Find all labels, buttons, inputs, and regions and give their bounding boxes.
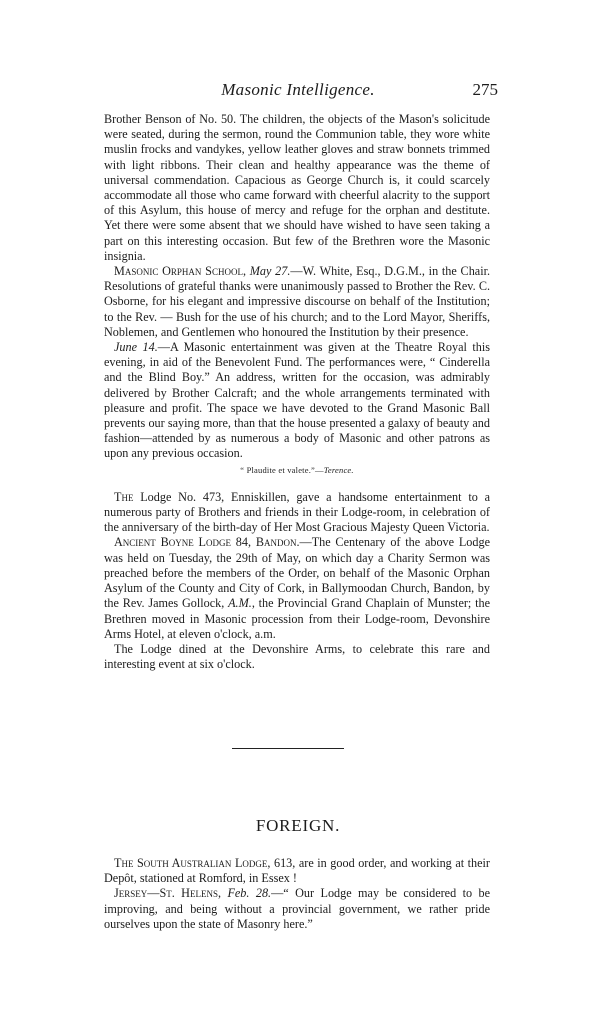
- place-name: St. Helens: [159, 886, 218, 901]
- quote-text: “ Plaudite et valete.”—: [240, 464, 324, 475]
- latin-quotation: [104, 463, 490, 478]
- paragraph-text: —A Masonic entertainment was given at the Theatre Royal this evening, in aid of the Benevolent Fund. The performances were, “ Cinderella and the Blind Boy.” An address, written for the occasion, was admirably delivered by Brother Calcraft; and the whole arrangements terminated with pleasure and profit. The space we have devoted to the Grand Masonic Ball prevents our saying more, than that the house presented a galaxy of beauty and fashion—attended by as numerous a body of Masonic and other patrons as upon any previous occasion.: [104, 340, 490, 461]
- paragraph-theatre: [104, 340, 490, 462]
- page-header: [0, 80, 596, 102]
- paragraph-date: Feb. 28.: [227, 886, 272, 901]
- paragraph-south-australian: [104, 856, 490, 886]
- lodge-number: 84,: [230, 535, 256, 550]
- section-title-foreign: FOREIGN.: [255, 816, 341, 835]
- paragraph-heading: The South Australian Lodge: [114, 856, 268, 870]
- foreign-section-body: [104, 856, 490, 932]
- paragraph-lodge-dinner: The Lodge dined at the Devonshire Arms, to celebrate this rare and interesting event at six o'clock.: [104, 641, 490, 672]
- paragraph-date: May 27.: [249, 264, 291, 279]
- page-number: 275: [472, 80, 498, 99]
- paragraph-orphan-school: [104, 264, 490, 340]
- dash: —: [147, 886, 160, 901]
- quote-author: Terence.: [323, 464, 354, 475]
- paragraph-enniskillen: [104, 490, 490, 536]
- paragraph-orphan-sermon: Brother Benson of No. 50. The children, the objects of the Mason's solicitude were seated, during the sermon, round the Communion table, they wore white muslin frocks and vandykes, yellow leather gloves and straw bonnets trimmed with light ribbons. Their clean and healthy appearance was the theme of universal commendation. Capacious as George Church is, it could scarcely accommodate all those who came forward with cheerful alacrity to the support of this Asylum, this house of mercy and refuge for the orphan and destitute. Yet there were some absent that we should have wished to have seen taking a part on this interesting occasion. But few of the Brethren wore the Masonic insignia.: [104, 112, 490, 263]
- paragraph-text: .—The Centenary of the above Lodge was held on Tuesday, the 29th of May, on which day a Charity Sermon was preached before the members of the Order, on behalf of the Masonic Orphan Asylum of the County and City of Cork, in Ballymoodan Church, Bandon, by the Rev. James Gollock,: [104, 535, 490, 611]
- degree-abbreviation: A.M.: [228, 596, 252, 611]
- section-divider: [232, 748, 344, 749]
- paragraph-date: June 14.: [114, 340, 158, 355]
- paragraph-text: , 613, are in good order, and working at their Depôt, stationed at Romford, in Essex !: [104, 856, 490, 886]
- place-name: Bandon: [255, 535, 297, 550]
- comma: ,: [217, 886, 228, 901]
- paragraph-jersey: [104, 886, 490, 932]
- article-body: [104, 112, 490, 672]
- paragraph-heading: The: [114, 489, 134, 504]
- paragraph-heading: Masonic Orphan School,: [114, 264, 246, 279]
- paragraph-heading: Jersey: [114, 886, 148, 901]
- paragraph-text-continued: , the Provincial Grand Chaplain of Munster; the Brethren moved in Masonic procession from their Lodge-room, Devonshire Arms Hotel, at eleven o'clock, a.m.: [104, 596, 490, 641]
- paragraph-text: Lodge No. 473, Enniskillen, gave a handsome entertainment to a numerous party of Brothers and friends in their Lodge-room, in celebration of the anniversary of the birth-day of Her Most Gracious Majesty Queen Victoria.: [104, 489, 490, 535]
- running-title: Masonic Intelligence.: [221, 80, 375, 99]
- paragraph-bandon: [104, 535, 490, 641]
- paragraph-text: —W. White, Esq., D.G.M., in the Chair. Resolutions of grateful thanks were unanimously passed to Brother the Rev. C. Osborne, for his elegant and impressive discourse on behalf of the Institution; to the Rev. — Bush for the use of his church; and to the Lord Mayor, Sheriffs, Noblemen, and Gentlemen who honoured the Institution by their presence.: [104, 264, 491, 339]
- paragraph-text: —“ Our Lodge may be considered to be improving, and being without a provincial government, we rather pride ourselves upon the state of Masonry here.”: [104, 886, 490, 931]
- paragraph-heading: Ancient Boyne Lodge: [114, 535, 231, 550]
